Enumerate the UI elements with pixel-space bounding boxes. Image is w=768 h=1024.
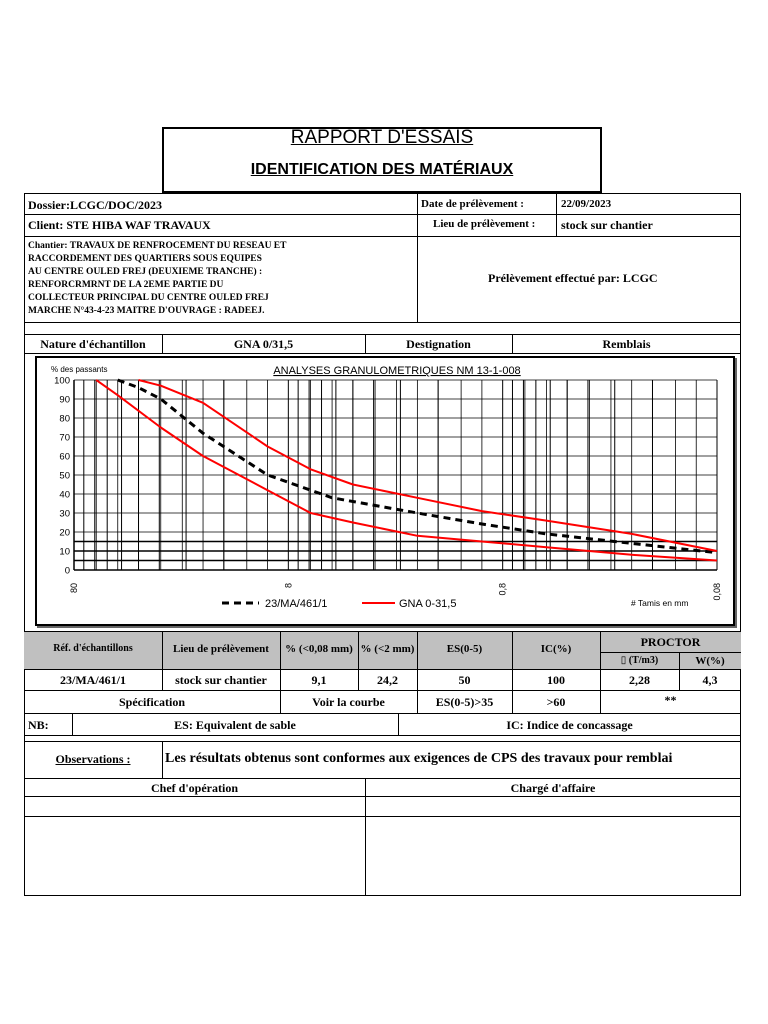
result-w: 4,3 [702,673,718,687]
legend-label-spec: GNA 0-31,5 [399,598,457,610]
col-header-es: ES(0-5) [446,643,483,655]
result-es: 50 [458,673,471,687]
x-tick-label: 8 [283,583,294,589]
spec-courbe: Voir la courbe [312,695,385,709]
charge-affaire-label: Chargé d'affaire [510,781,596,795]
y-tick-label: 80 [59,413,70,425]
y-tick-label: 60 [59,451,70,463]
date-label: Date de prélèvement : [421,198,524,210]
legend-label-sample: 23/MA/461/1 [265,598,328,610]
y-tick-label: 50 [59,470,70,482]
y-tick-label: 10 [59,546,70,558]
client-name: Client: STE HIBA WAF TRAVAUX [28,218,211,232]
x-axis-label: # Tamis en mm [631,598,689,608]
nature-label: Nature d'échantillon [40,337,146,351]
result-ic: 100 [547,673,565,687]
x-tick-label: 80 [69,583,79,594]
result-p008: 9,1 [311,673,327,687]
chantier-line: Chantier: TRAVAUX DE RENFROCEMENT DU RESEAU ET [28,241,287,251]
col-header-p008: % (<0,08 mm) [285,643,353,655]
col-header-ic: IC(%) [540,643,572,655]
col-header-density: ▯ (T/m3) [620,655,659,666]
granulometry-chart [37,358,733,624]
y-tick-label: 70 [59,432,70,444]
result-density: 2,28 [629,673,650,687]
y-tick-label: 20 [59,527,70,539]
spec-limit-curve [139,380,718,551]
chantier-line: AU CENTRE OULED FREJ (DEUXIEME TRANCHE) : [28,267,263,277]
spec-es: ES(0-5)>35 [435,695,494,709]
chef-operation-label: Chef d'opération [151,781,238,795]
x-tick-label: 0,8 [497,583,508,596]
col-header-p2: % (<2 mm) [360,643,415,655]
nb-ic: IC: Indice de concassage [506,718,633,732]
chart-title: ANALYSES GRANULOMETRIQUES NM 13-1-008 [273,365,521,377]
destination-label: Destignation [406,337,471,351]
chantier-line: MARCHE N°43-4-23 MAITRE D'OUVRAGE : RADEEJ. [28,306,265,316]
col-header-proctor: PROCTOR [640,635,701,649]
spec-proctor: ** [664,693,677,707]
chantier-line: COLLECTEUR PRINCIPAL DU CENTRE OULED FREJ [28,293,269,303]
spec-ic: >60 [546,695,566,709]
y-axis-label: % des passants [51,365,108,374]
chantier-line: RACCORDEMENT DES QUARTIERS SOUS EQUIPES [28,254,262,264]
spec-label: Spécification [119,695,185,709]
lieu-value: stock sur chantier [561,218,653,232]
result-p2: 24,2 [377,673,398,687]
chantier-line: RENFORCRMRNT DE LA 2EME PARTIE DU [28,280,224,290]
result-ref: 23/MA/461/1 [60,673,126,687]
lieu-label: Lieu de prélèvement : [433,218,536,230]
observations-text: Les résultats obtenus sont conformes aux exigences de CPS des travaux pour remblai [165,751,673,766]
nature-value: GNA 0/31,5 [233,337,294,351]
nb-label: NB: [28,718,49,732]
date-value: 22/09/2023 [561,198,612,210]
prelevement-by: Prélèvement effectué par: LCGC [488,271,658,285]
destination-value: Remblais [602,337,651,351]
x-tick-label: 0,08 [712,583,722,601]
col-header-lieu: Lieu de prélèvement [173,643,269,655]
observations-label: Observations : [55,752,131,766]
y-tick-label: 0 [64,565,70,577]
nb-es: ES: Equivalent de sable [174,718,296,732]
report-subtitle: IDENTIFICATION DES MATÉRIAUX [250,161,514,178]
dossier-ref: Dossier:LCGC/DOC/2023 [28,198,162,212]
report-title: RAPPORT D'ESSAIS [290,127,474,148]
col-header-ref: Réf. d'échantillons [53,643,133,654]
y-tick-label: 40 [59,489,70,501]
y-tick-label: 30 [59,508,70,520]
col-header-w: W(%) [695,655,725,667]
y-tick-label: 100 [54,375,70,387]
result-lieu: stock sur chantier [175,673,267,687]
y-tick-label: 90 [59,394,70,406]
